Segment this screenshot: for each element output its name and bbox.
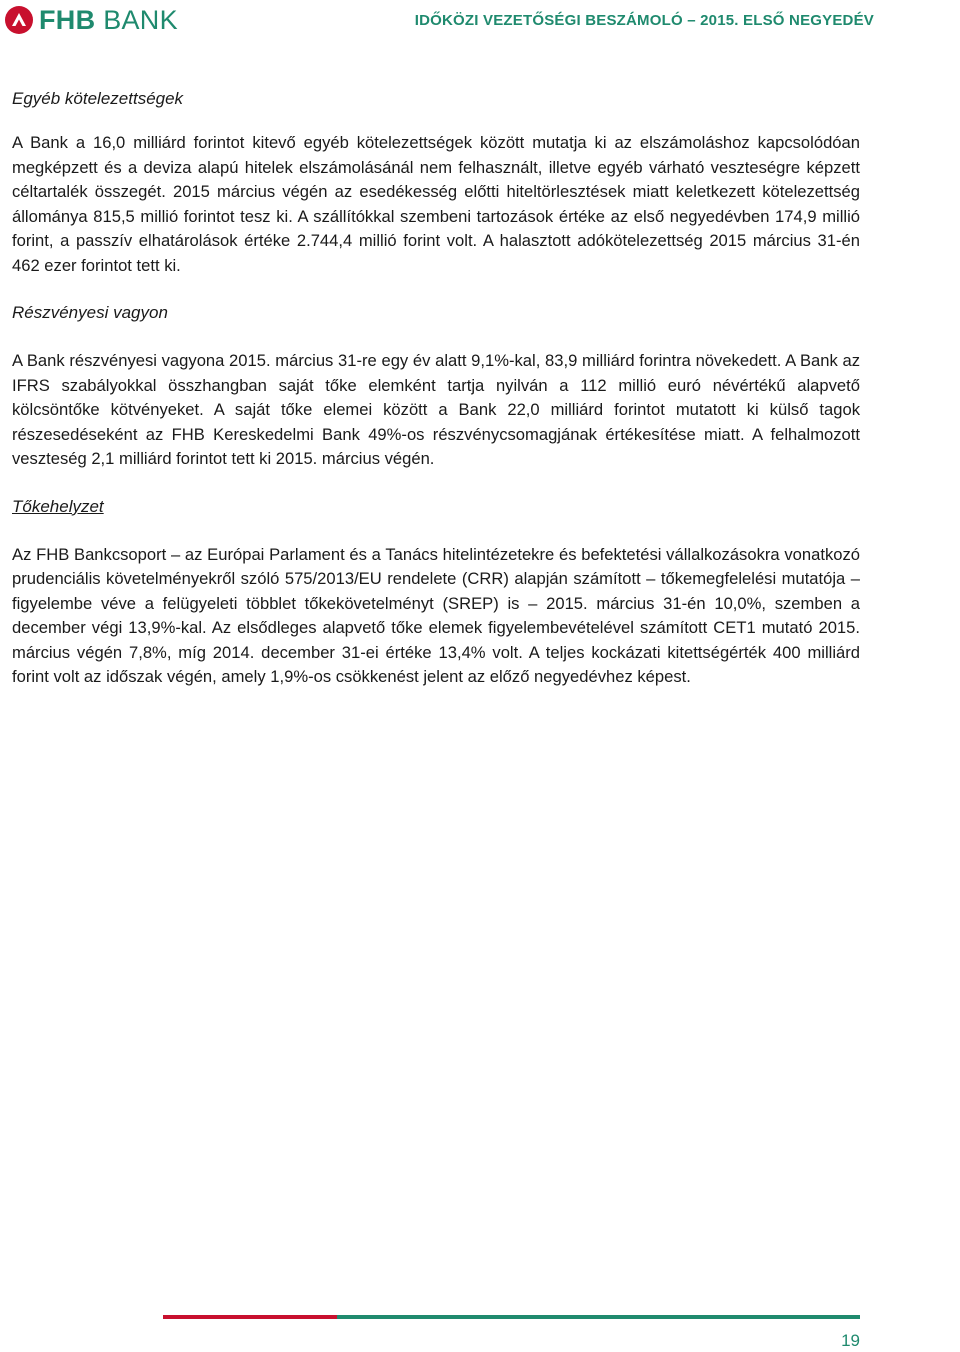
footer-bar-green	[337, 1315, 860, 1319]
logo-text-light: BANK	[95, 5, 178, 35]
logo-wordmark	[39, 5, 178, 35]
fhb-bank-logo	[4, 5, 178, 35]
section-paragraph-reszvenyesi-vagyon: A Bank részvényesi vagyona 2015. március 31-re egy év alatt 9,1%-kal, 83,9 milliárd forintra növekedett. A Bank az IFRS szabályokkal összhangban saját tőke elemként tartja nyilván a 112 millió euró névértékű alapvető kölcsöntőke kötvényeket. A saját tőke elemei között a Bank 22,0 milliárd forintot mutatott ki külső tagok részesedéseként az FHB Kereskedelmi Bank 49%-os részvénycsomagjának értékesítése miatt. A felhalmozott veszteség 2,1 milliárd forintot tett ki 2015. március végén.	[12, 351, 860, 468]
document-body	[12, 84, 860, 690]
report-title: IDŐKÖZI VEZETŐSÉGI BESZÁMOLÓ – 2015. ELSŐ NEGYEDÉV	[414, 12, 874, 29]
page-header	[0, 0, 960, 44]
section-title-tokehelyzet: Tőkehelyzet	[12, 496, 104, 516]
logo-text-bold: FHB	[39, 5, 96, 35]
footer-bar-red	[163, 1315, 337, 1319]
page-number: 19	[841, 1331, 860, 1350]
section-title-egyeb-kotelezettsegek: Egyéb kötelezettségek	[12, 89, 184, 108]
section-paragraph-egyeb-kotelezettsegek: A Bank a 16,0 milliárd forintot kitevő egyéb kötelezettségek között mutatja ki az elszámoláshoz kapcsolódóan megképzett és a deviza alapú hitelek elszámolásánál nem felhasznált, illetve egyéb várható veszteségre képzett céltartalék összegét. 2015 március végén az esedékesség előtti hiteltörlesztések miatt keletkezett kötelezettség állománya 815,5 millió forintot tesz ki. A szállítókkal szembeni tartozások értéke az első negyedévben 174,9 millió forint, a passzív elhatárolások értéke 2.744,4 millió forint volt. A halasztott adókötelezettség 2015 március 31-én 462 ezer forintot tett ki.	[12, 133, 860, 275]
section-title-reszvenyesi-vagyon: Részvényesi vagyon	[12, 303, 168, 322]
section-paragraph-tokehelyzet: Az FHB Bankcsoport – az Európai Parlament és a Tanács hitelintézetekre és befektetési vállalkozásokra vonatkozó prudenciális követelményekről szóló 575/2013/EU rendelete (CRR) alapján számított – tőkemegfelelési mutatója – figyelembe véve a felügyeleti többlet tőkekövetelményt (SREP) is – 2015. március 31-én 10,0%, szemben a december végi 13,9%-kal. Az elsődleges alapvető tőke elemek figyelembevételével számított CET1 mutató 2015. március végén 7,8%, míg 2014. december 31-ei értéke 13,4% volt. A teljes kockázati kitettségérték 400 milliárd forint volt az időszak végén, amely 1,9%-os csökkenést jelent az előző negyedévhez képest.	[12, 544, 860, 686]
fhb-logo-mark-icon	[4, 5, 34, 35]
